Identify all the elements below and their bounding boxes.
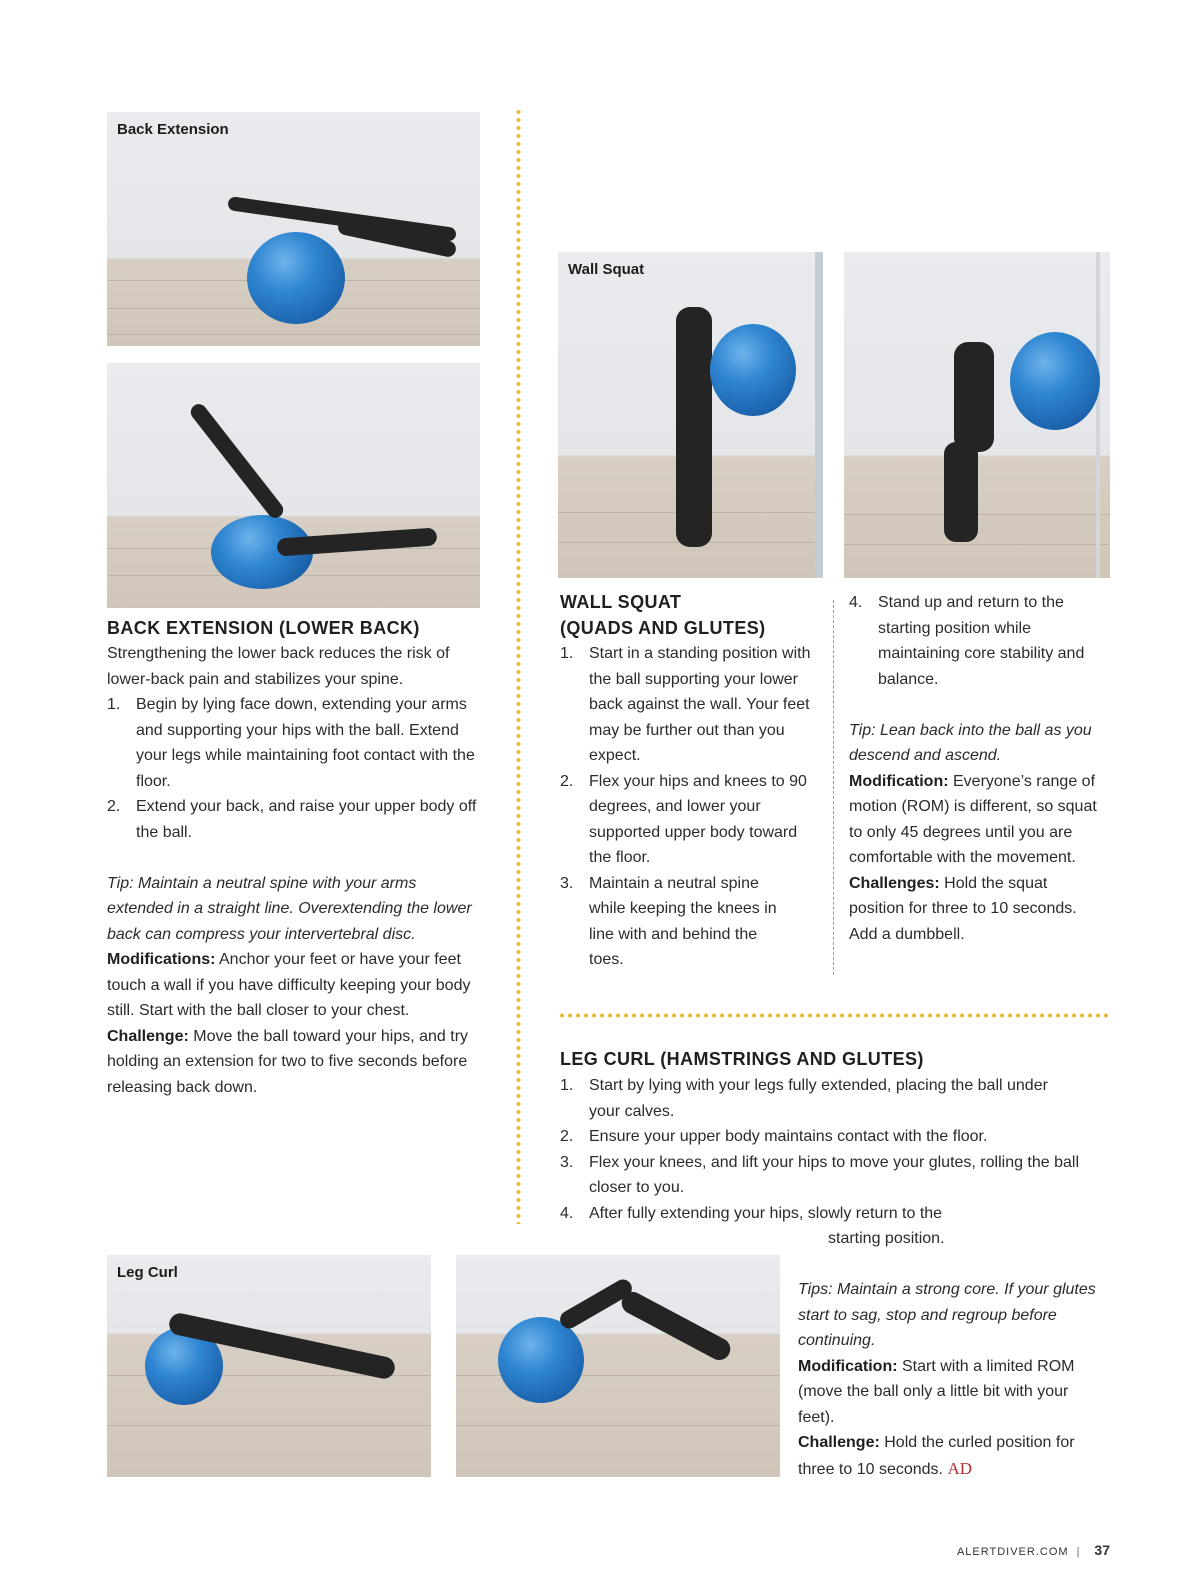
exercise-ball — [498, 1317, 584, 1403]
leg-curl-tips: Tips: Maintain a strong core. If your glutes start to sag, stop and regroup before continuing. — [798, 1281, 1096, 1349]
exercise-ball — [1010, 332, 1100, 430]
leg-curl-step4-continued: starting position. — [828, 1230, 945, 1247]
step-item: 1. Begin by lying face down, extending your arms and supporting your hips with the ball. Extend your legs while maintaining foot contact with the floor. — [107, 696, 475, 790]
leg-curl-challenge: Challenge: Hold the curled position for three to 10 seconds. AD — [798, 1434, 1075, 1478]
leg-curl-title: LEG CURL (HAMSTRINGS AND GLUTES) — [560, 1049, 924, 1069]
wall-squat-challenges: Challenges: Hold the squat position for three to 10 seconds. Add a dumbbell. — [849, 874, 1077, 943]
page-number: 37 — [1094, 1542, 1110, 1558]
back-extension-tip: Tip: Maintain a neutral spine with your arms extended in a straight line. Overextending the lower back can compress your intervertebral disc. — [107, 874, 472, 943]
leg-curl-notes — [798, 1277, 1108, 1482]
photo-label: Leg Curl — [117, 1264, 178, 1281]
step-item: 3. Maintain a neutral spine while keeping the knees in line with and behind the toes. — [560, 874, 777, 968]
back-extension-steps — [107, 692, 487, 845]
exercise-ball — [710, 324, 796, 416]
exercise-ball — [247, 232, 345, 324]
column-divider — [516, 108, 521, 1224]
back-extension-body — [107, 641, 487, 1100]
step-item: 2. Extend your back, and raise your upper body off the ball. — [107, 798, 477, 841]
leg-curl-photo-2 — [456, 1255, 780, 1477]
back-extension-photo-1 — [107, 112, 480, 346]
person-figure — [188, 401, 287, 521]
back-extension-challenge: Challenge: Move the ball toward your hips, and try holding an extension for two to five seconds before releasing back down. — [107, 1027, 469, 1096]
wall-squat-column-rule — [833, 600, 834, 975]
step-item: 3. Flex your knees, and lift your hips to move your glutes, rolling the ball closer to you. — [560, 1153, 1080, 1196]
step-item: 4. After fully extending your hips, slowly return to the — [560, 1204, 943, 1222]
back-extension-intro: Strengthening the lower back reduces the risk of lower-back pain and stabilizes your spine. — [107, 645, 450, 688]
photo-label: Wall Squat — [568, 261, 645, 278]
photo-label: Back Extension — [117, 121, 229, 138]
back-extension-title: BACK EXTENSION (LOWER BACK) — [107, 618, 420, 638]
back-extension-modifications: Modifications: Anchor your feet or have your feet touch a wall if you have difficulty keeping your body still. Start with the ball closer to your chest. — [107, 951, 471, 1019]
step-item: 1. Start in a standing position with the ball supporting your lower back against the wall. Your feet may be further out than you expect. — [560, 645, 811, 764]
wall-squat-photo-1 — [558, 252, 823, 578]
wall-squat-title: WALL SQUAT (QUADS AND GLUTES) — [560, 592, 766, 638]
site-name: ALERTDIVER.COM — [956, 1546, 1069, 1558]
back-extension-photo-2 — [107, 363, 480, 608]
step-item: 1. Start by lying with your legs fully extended, placing the ball under your calves. — [560, 1077, 1048, 1120]
wall-squat-tip: Tip: Lean back into the ball as you descend and ascend. — [849, 721, 1092, 764]
person-figure — [676, 307, 712, 547]
leg-curl-modification: Modification: Start with a limited ROM (move the ball only a little bit with your feet). — [798, 1357, 1075, 1426]
leg-curl-steps — [560, 1073, 1100, 1252]
section-divider — [558, 1013, 1112, 1018]
wall-squat-photo-2 — [844, 252, 1110, 578]
wall-squat-steps-col1 — [560, 641, 822, 973]
footer-separator: | — [1076, 1546, 1081, 1558]
person-legs — [944, 442, 978, 542]
wall-squat-steps-col2 — [849, 590, 1111, 947]
step-item: 2. Flex your hips and knees to 90 degrees, and lower your supported upper body toward the floor. — [560, 772, 807, 866]
person-figure — [618, 1288, 734, 1364]
leg-curl-photo-1 — [107, 1255, 431, 1477]
person-figure — [954, 342, 994, 452]
step-item: 2. Ensure your upper body maintains contact with the floor. — [560, 1128, 988, 1145]
page-footer — [957, 1542, 1110, 1558]
step-item: 4. Stand up and return to the starting position while maintaining core stability and balance. — [849, 594, 1085, 688]
wall-squat-modification: Modification: Everyone’s range of motion (ROM) is different, so squat to only 45 degrees until you are comfortable with the movement. — [849, 772, 1097, 866]
end-mark: AD — [947, 1458, 972, 1478]
